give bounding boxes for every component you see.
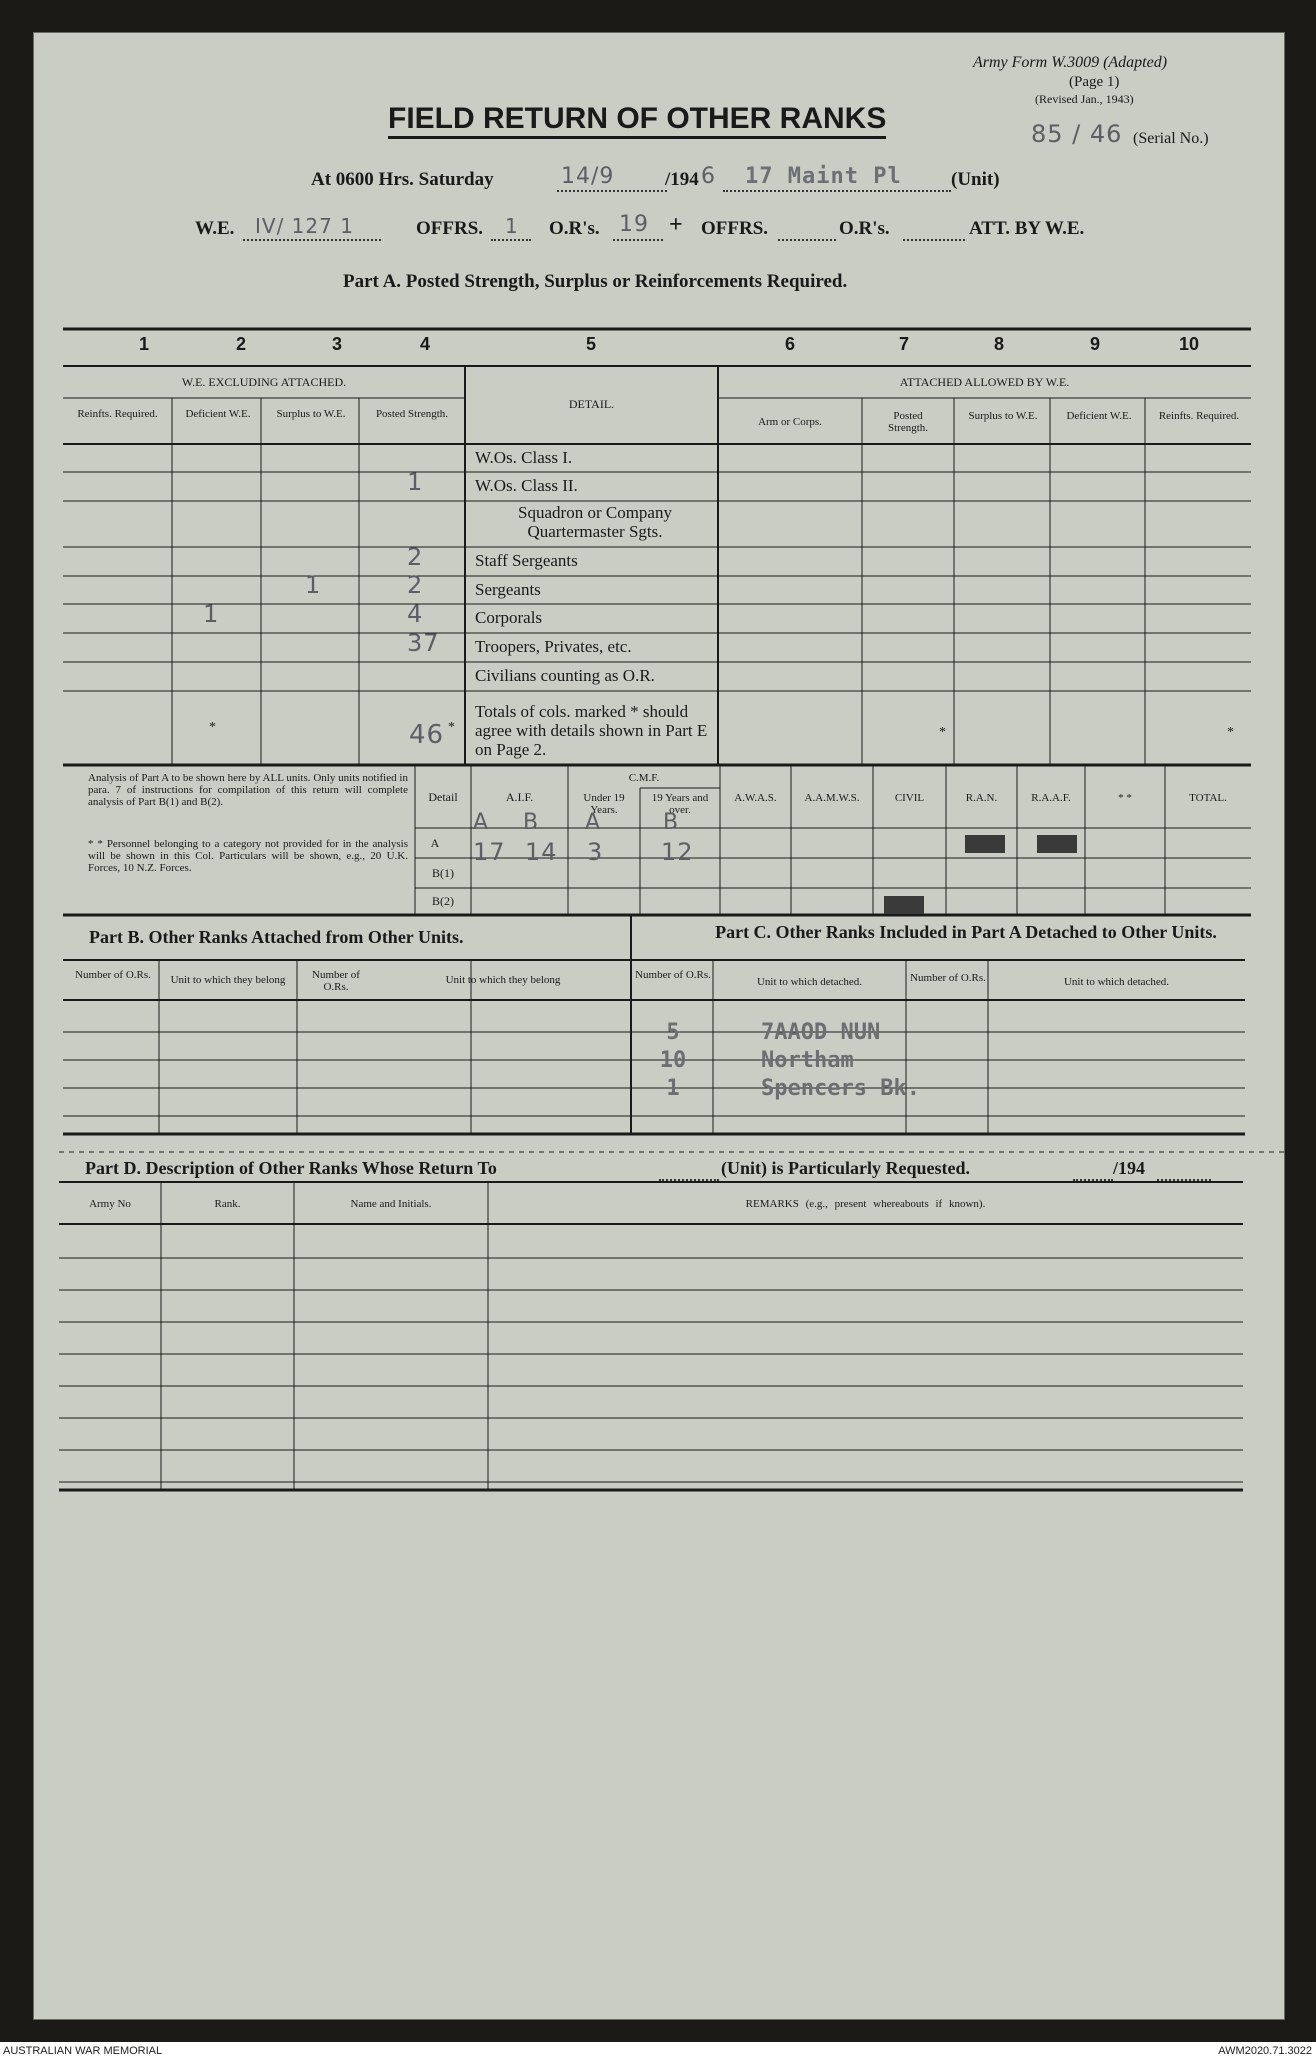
aif-letter: A <box>473 810 490 835</box>
part-c-unit-header: Unit to which detached. <box>1063 976 1170 988</box>
totals-label: Totals of cols. marked * should agree with details shown in Part E on Page 2. <box>475 702 708 759</box>
part-a-posted-value: 2 <box>407 571 424 599</box>
cmf-a-value: 3 <box>587 838 604 866</box>
part-c-number-value: 5 <box>666 1020 680 1045</box>
star-mark: * <box>448 720 455 735</box>
detail-header: DETAIL. <box>568 397 615 411</box>
other-category-header: * * <box>1118 792 1132 804</box>
col-number: 9 <box>1090 334 1101 354</box>
part-c-number-value: 10 <box>659 1048 687 1073</box>
col-number: 3 <box>332 334 343 354</box>
part-a-row-label: Staff Sergeants <box>475 551 578 570</box>
personnel-note: * * Personnel belonging to a category not provided for in the analysis will be shown in this Col. Particulars will be shown, e.g., 20 U.K. Forces, 10 N.Z. Forces. <box>88 838 408 874</box>
col-number: 5 <box>586 334 597 354</box>
reinfts-required-right-header: Reinfts. Required. <box>1158 410 1240 422</box>
surplus-we-header: Surplus to W.E. <box>276 408 346 420</box>
att-by-we-label: ATT. BY W.E. <box>969 218 1085 239</box>
star-mark: * <box>1227 725 1234 740</box>
analysis-note: Analysis of Part A to be shown here by ALL units. Only units notified in para. 7 of instructions for compilation of this return will complete analysis of Part B(1) and B(2). <box>88 772 408 808</box>
part-a-posted-value: 37 <box>407 629 440 657</box>
part-a-row-label: Civilians counting as O.R. <box>475 666 655 685</box>
remarks-header: REMARKS (e.g., present whereabouts if known). <box>745 1198 986 1210</box>
part-c-number-value: 1 <box>666 1076 680 1101</box>
footer-left-credit: AUSTRALIAN WAR MEMORIAL <box>3 2045 163 2057</box>
reinfts-required-header: Reinfts. Required. <box>77 408 158 420</box>
raaf-header: R.A.A.F. <box>1031 792 1071 804</box>
plus-sign: + <box>669 212 683 238</box>
part-d-title: Part D. Description of Other Ranks Whose Return To <box>85 1158 497 1178</box>
we-value: IV/ 127 1 <box>255 214 354 238</box>
part-c-title: Part C. Other Ranks Included in Part A Detached to Other Units. <box>715 922 1217 942</box>
year-value: 6 <box>701 164 716 189</box>
deficient-we-right-header: Deficient W.E. <box>1066 410 1132 422</box>
cmf-letter: B <box>663 810 680 835</box>
serial-number-value: 85 / 46 <box>1031 120 1123 148</box>
col-number: 6 <box>785 334 796 354</box>
col-number: 1 <box>139 334 150 354</box>
analysis-detail-header: Detail <box>428 790 458 804</box>
revised-date: (Revised Jan., 1943) <box>1035 92 1134 106</box>
ran-header: R.A.N. <box>965 792 998 804</box>
star-mark: * <box>939 725 946 740</box>
part-c-unit-value: Spencers Bk. <box>761 1076 920 1101</box>
col-number: 4 <box>420 334 431 354</box>
part-a-posted-value: 4 <box>407 600 424 628</box>
analysis-row-label: B(1) <box>432 866 454 880</box>
aif-a-value: 17 <box>473 838 506 866</box>
form-sheet <box>33 32 1285 2020</box>
awas-header: A.W.A.S. <box>734 792 777 804</box>
form-title: FIELD RETURN OF OTHER RANKS <box>388 102 886 139</box>
offrs-value: 1 <box>505 214 519 238</box>
surplus-we-right-header: Surplus to W.E. <box>968 410 1038 422</box>
aif-header: A.I.F. <box>505 790 534 804</box>
year-label: /194 <box>665 169 699 190</box>
aif-b-value: 14 <box>525 838 558 866</box>
col-number: 2 <box>236 334 247 354</box>
we-label: W.E. <box>195 218 235 239</box>
ors-value: 19 <box>619 212 649 237</box>
date-value: 14/9 <box>561 164 615 189</box>
deficient-we-header: Deficient W.E. <box>185 408 251 420</box>
attached-allowed-header: ATTACHED ALLOWED BY W.E. <box>899 375 1070 389</box>
part-a-posted-value: 2 <box>407 543 424 571</box>
name-initials-header: Name and Initials. <box>350 1198 432 1210</box>
serial-number-label: (Serial No.) <box>1133 130 1209 147</box>
part-b-title: Part B. Other Ranks Attached from Other Units. <box>89 927 464 947</box>
star-mark: * <box>209 720 216 735</box>
at-time-label: At 0600 Hrs. Saturday <box>311 169 494 190</box>
aif-letter: B <box>523 810 540 835</box>
aamws-header: A.A.M.W.S. <box>804 792 860 804</box>
footer-right-id: AWM2020.71.3022 <box>1218 2045 1312 2057</box>
army-no-header: Army No <box>89 1198 131 1210</box>
part-c-number-header: Number of O.Rs. <box>635 969 711 981</box>
footer-bar <box>0 2042 1316 2061</box>
part-c-number-header: Number of O.Rs. <box>910 972 986 984</box>
under-19-header: Under 19 Years. <box>583 792 625 816</box>
offrs2-label: OFFRS. <box>701 218 769 239</box>
part-a-surplus-value: 1 <box>305 571 322 599</box>
part-a-deficient-value: 1 <box>203 600 220 628</box>
cmf-b-value: 12 <box>661 838 694 866</box>
col-number: 10 <box>1179 334 1200 354</box>
part-c-unit-value: Northam <box>761 1048 854 1073</box>
part-d-title-unit: (Unit) is Particularly Requested. <box>721 1158 970 1178</box>
part-b-number-header: Number of O.Rs. <box>312 969 360 993</box>
part-a-row-label: Corporals <box>475 608 543 627</box>
page-number: (Page 1) <box>1069 74 1120 90</box>
part-a-row-label: W.Os. Class I. <box>475 448 573 467</box>
civil-header: CIVIL <box>894 792 925 804</box>
posted-strength-header: Posted Strength. <box>375 408 449 420</box>
part-a-row-label: Squadron or Company Quartermaster Sgts. <box>518 503 672 541</box>
totals-posted-value: 46 <box>409 720 445 750</box>
form-reference: Army Form W.3009 (Adapted) <box>973 54 1168 71</box>
posted-strength-right-header: Posted Strength. <box>887 410 929 434</box>
we-excluding-header: W.E. EXCLUDING ATTACHED. <box>181 375 347 389</box>
arm-corps-header: Arm or Corps. <box>758 416 822 428</box>
analysis-row-label: A <box>430 836 440 850</box>
part-b-unit-header: Unit to which they belong <box>170 974 286 986</box>
col-number: 8 <box>994 334 1005 354</box>
part-b-unit-header: Unit to which they belong <box>445 974 561 986</box>
total-header: TOTAL. <box>1189 792 1227 804</box>
unit-label: (Unit) <box>951 169 1000 190</box>
part-a-row-label: Sergeants <box>475 580 541 599</box>
cmf-letter: A <box>585 810 602 835</box>
ors2-label: O.R's. <box>839 218 890 239</box>
offrs-label: OFFRS. <box>416 218 484 239</box>
part-a-posted-value: 1 <box>407 468 424 496</box>
part-b-number-header: Number of O.Rs. <box>75 969 151 981</box>
over-19-header: 19 Years and over. <box>651 792 709 816</box>
part-a-title: Part A. Posted Strength, Surplus or Reinforcements Required. <box>343 271 848 292</box>
col-number: 7 <box>899 334 910 354</box>
part-a-row-label: Troopers, Privates, etc. <box>475 637 632 656</box>
part-a-row-label: W.Os. Class II. <box>475 476 578 495</box>
analysis-row-label: B(2) <box>432 894 454 908</box>
unit-value: 17 Maint Pl <box>745 164 902 189</box>
rank-header: Rank. <box>214 1198 241 1210</box>
part-c-unit-value: 7AAOD NUN <box>761 1020 881 1045</box>
ors-label: O.R's. <box>549 218 600 239</box>
part-c-unit-header: Unit to which detached. <box>756 976 863 988</box>
part-d-title-year: /194 <box>1113 1158 1146 1178</box>
cmf-header: C.M.F. <box>628 772 660 784</box>
